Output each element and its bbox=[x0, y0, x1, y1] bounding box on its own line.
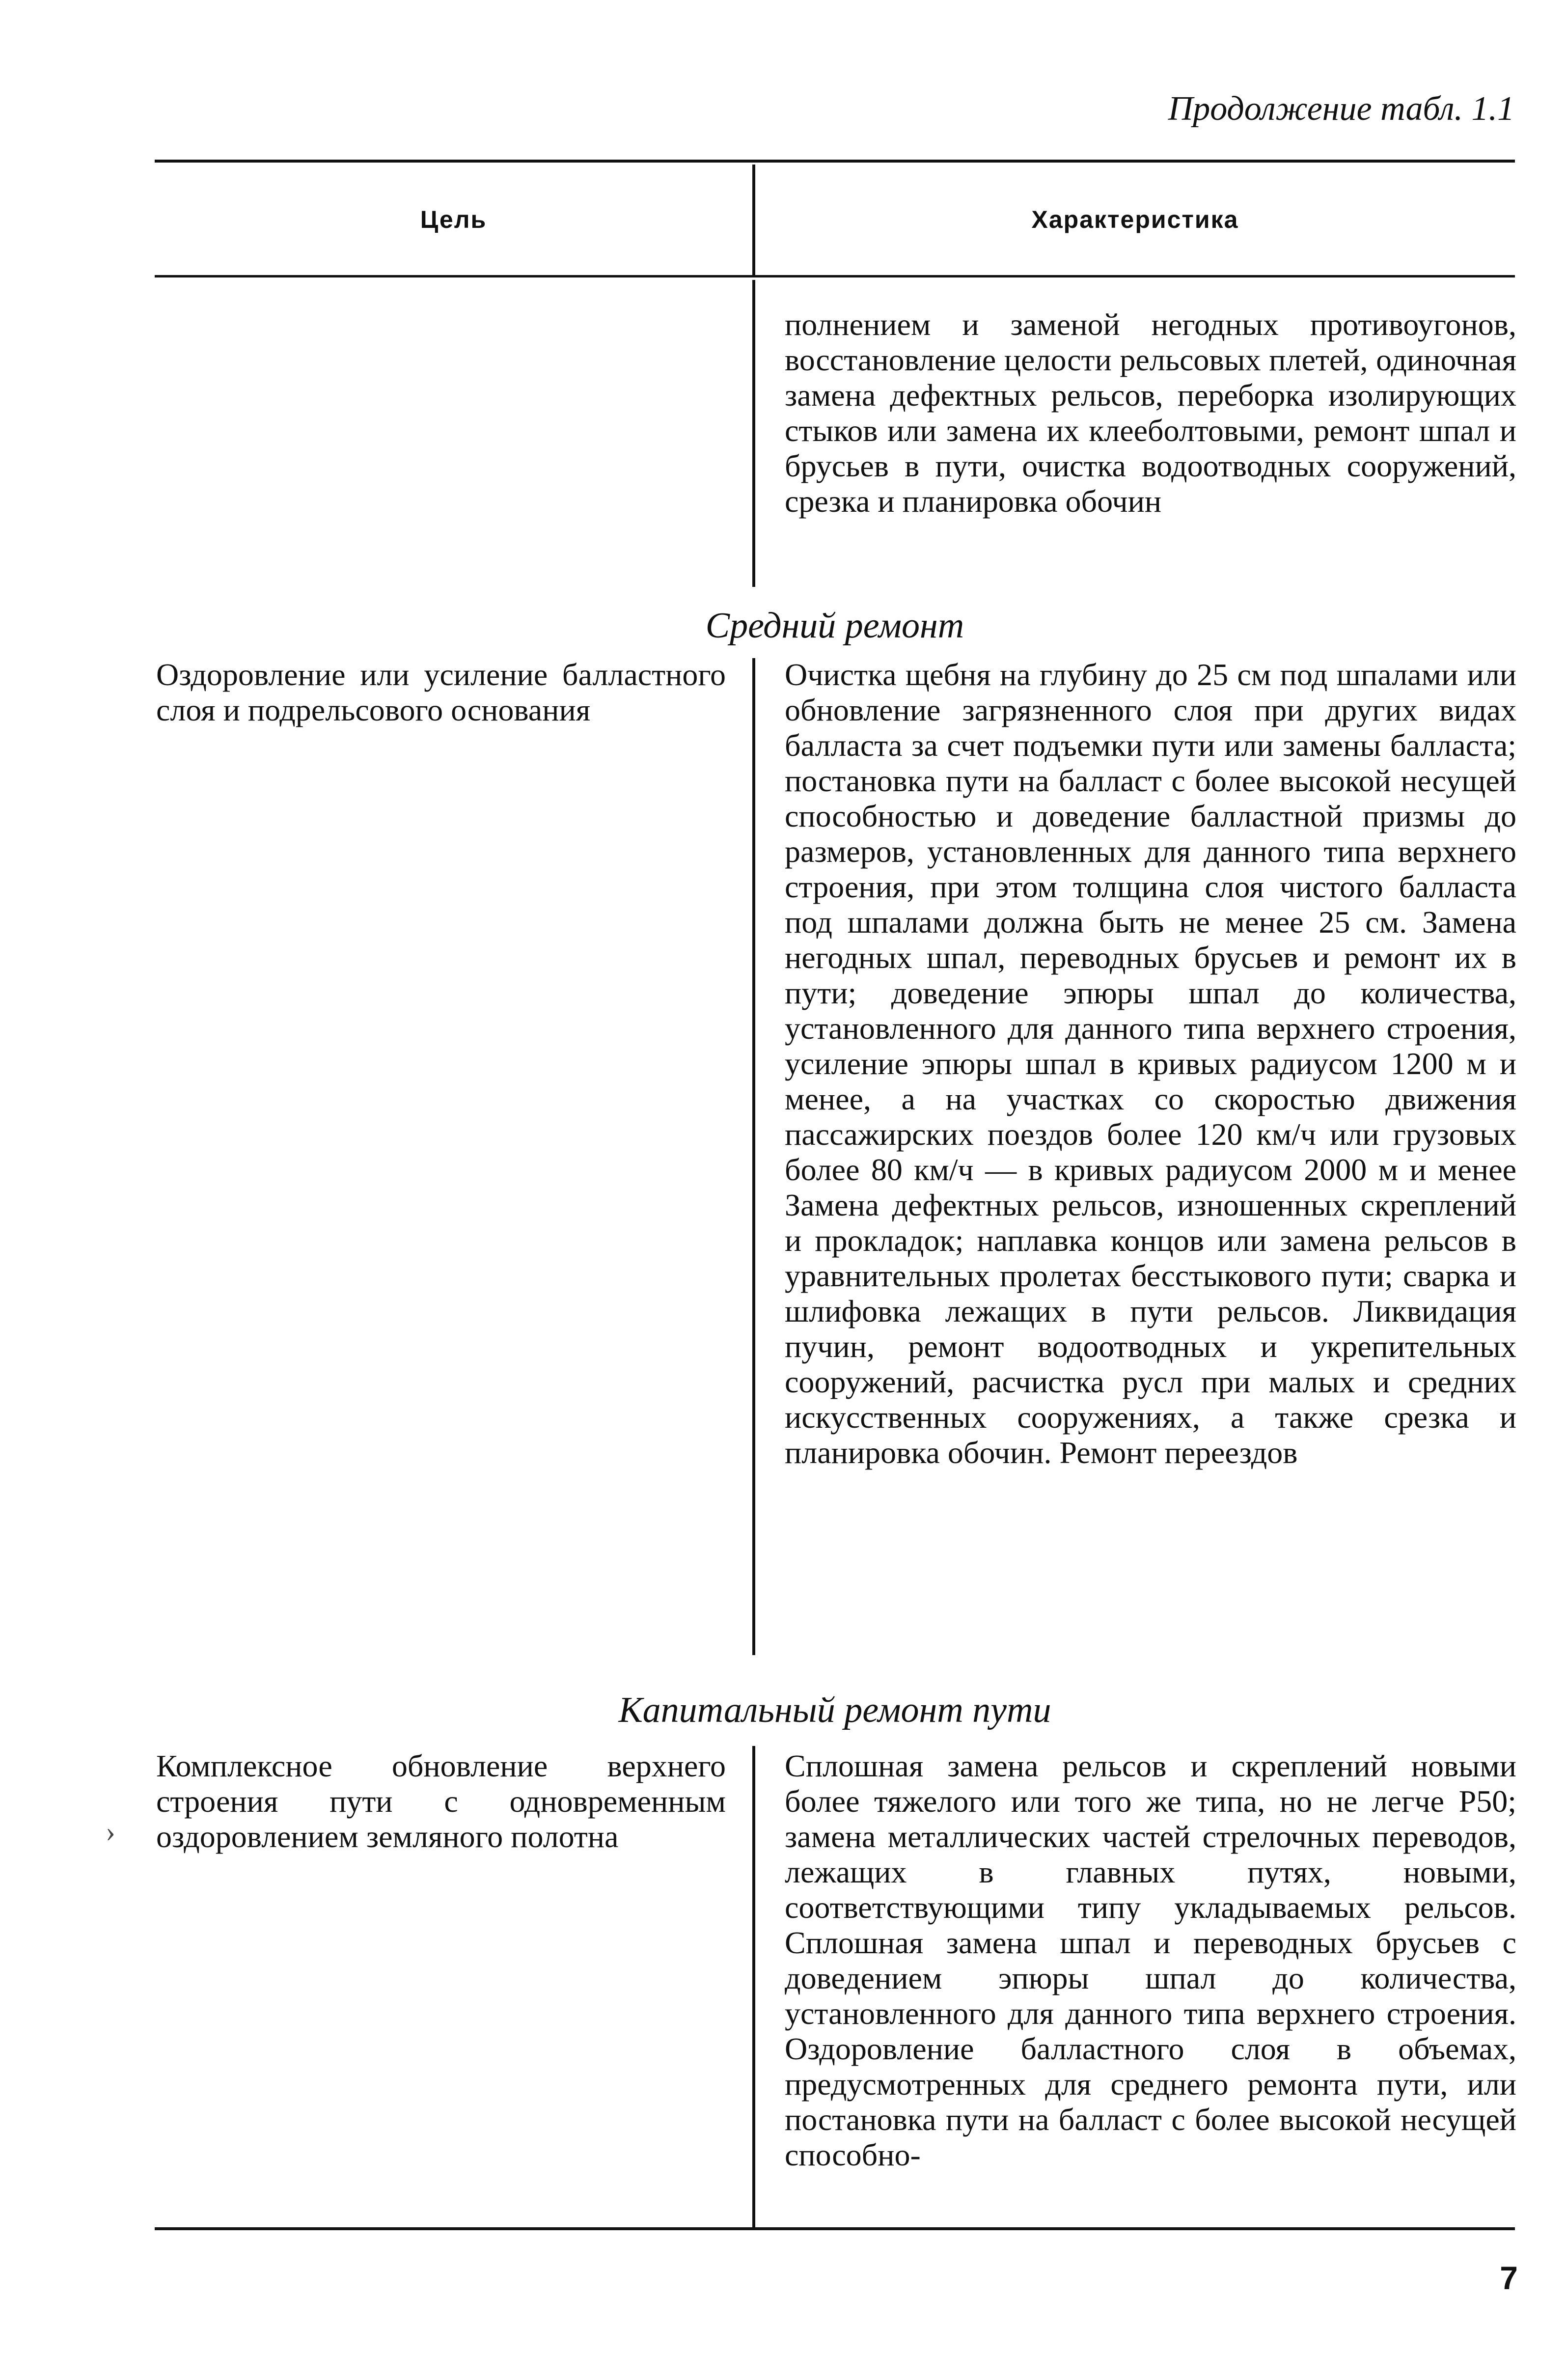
table-bottom-rule bbox=[155, 2227, 1515, 2230]
header-goal: Цель bbox=[420, 206, 487, 233]
middle-repair-goal: Оздоровление или усиление балластного слоя и подрельсового основания bbox=[156, 657, 726, 727]
capital-repair-goal: Комплексное обновление верхнего строения пути с одновременным оздоровлением земляного полотна bbox=[156, 1748, 726, 1854]
middle-repair-column-divider bbox=[752, 658, 755, 1655]
middle-repair-characteristic: Очистка щебня на глубину до 25 см под шпалами или обновление загрязненного слоя при других видах балласта за счет подъемки пути или замены балласта; постановка пути на балласт с более высокой несущей способностью и доведение балластной призмы до размеров, установленных для данного типа верхнего строения, при этом толщина слоя чистого балласта под шпалами должна быть не менее 25 см. Замена негодных шпал, переводных брусьев и ремонт их в пути; доведение эпюры шпал до количества, установленного для данного типа верхнего строения, усиление эпюры шпал в кривых радиусом 1200 м и менее, а на участках со скоростью движения пассажирских поездов более 120 км/ч или грузовых более 80 км/ч — в кривых радиусом 2000 м и менее Замена дефектных рельсов, изношенных скреплений и прокладок; наплавка концов или замена рельсов в уравнительных пролетах бесстыкового пути; сварка и шлифовка лежащих в пути рельсов. Ликвидация пучин, ремонт водоотводных и укрепительных сооружений, расчистка русл при малых и средних искусственных сооружениях, а также срезка и планировка обочин. Ремонт переездов bbox=[785, 657, 1516, 1470]
continuation-column-divider bbox=[752, 280, 755, 587]
capital-repair-characteristic: Сплошная замена рельсов и скреплений новыми более тяжелого или того же типа, но не легче Р50; замена металлических частей стрелочных переводов, лежащих в главных путях, новыми, соответствующими типу укладываемых рельсов. Сплошная замена шпал и переводных брусьев с доведением эпюры шпал до количества, установленного для данного типа верхнего строения. Оздоровление балластного слоя в объемах, предусмотренных для среднего ремонта пути, или постановка пути на балласт с более высокой несущей способно- bbox=[785, 1748, 1516, 2172]
section-title-middle-repair: Средний ремонт bbox=[705, 606, 964, 646]
header-characteristic: Характеристика bbox=[1031, 206, 1239, 233]
table-top-rule bbox=[155, 160, 1515, 163]
margin-mark: › bbox=[106, 1815, 115, 1848]
page-number: 7 bbox=[1500, 2260, 1518, 2296]
capital-repair-column-divider bbox=[752, 1746, 755, 2227]
header-bottom-rule bbox=[155, 275, 1515, 277]
table-caption: Продолжение табл. 1.1 bbox=[1168, 90, 1514, 128]
continuation-characteristic: полнением и заменой негодных противоугонов, восстановление целости рельсовых плетей, одиночная замена дефектных рельсов, переборка изолирующих стыков или замена их клееболтовыми, ремонт шпал и брусьев в пути, очистка водоотводных сооружений, срезка и планировка обочин bbox=[785, 307, 1516, 519]
section-title-capital-repair: Капитальный ремонт пути bbox=[618, 1690, 1051, 1730]
